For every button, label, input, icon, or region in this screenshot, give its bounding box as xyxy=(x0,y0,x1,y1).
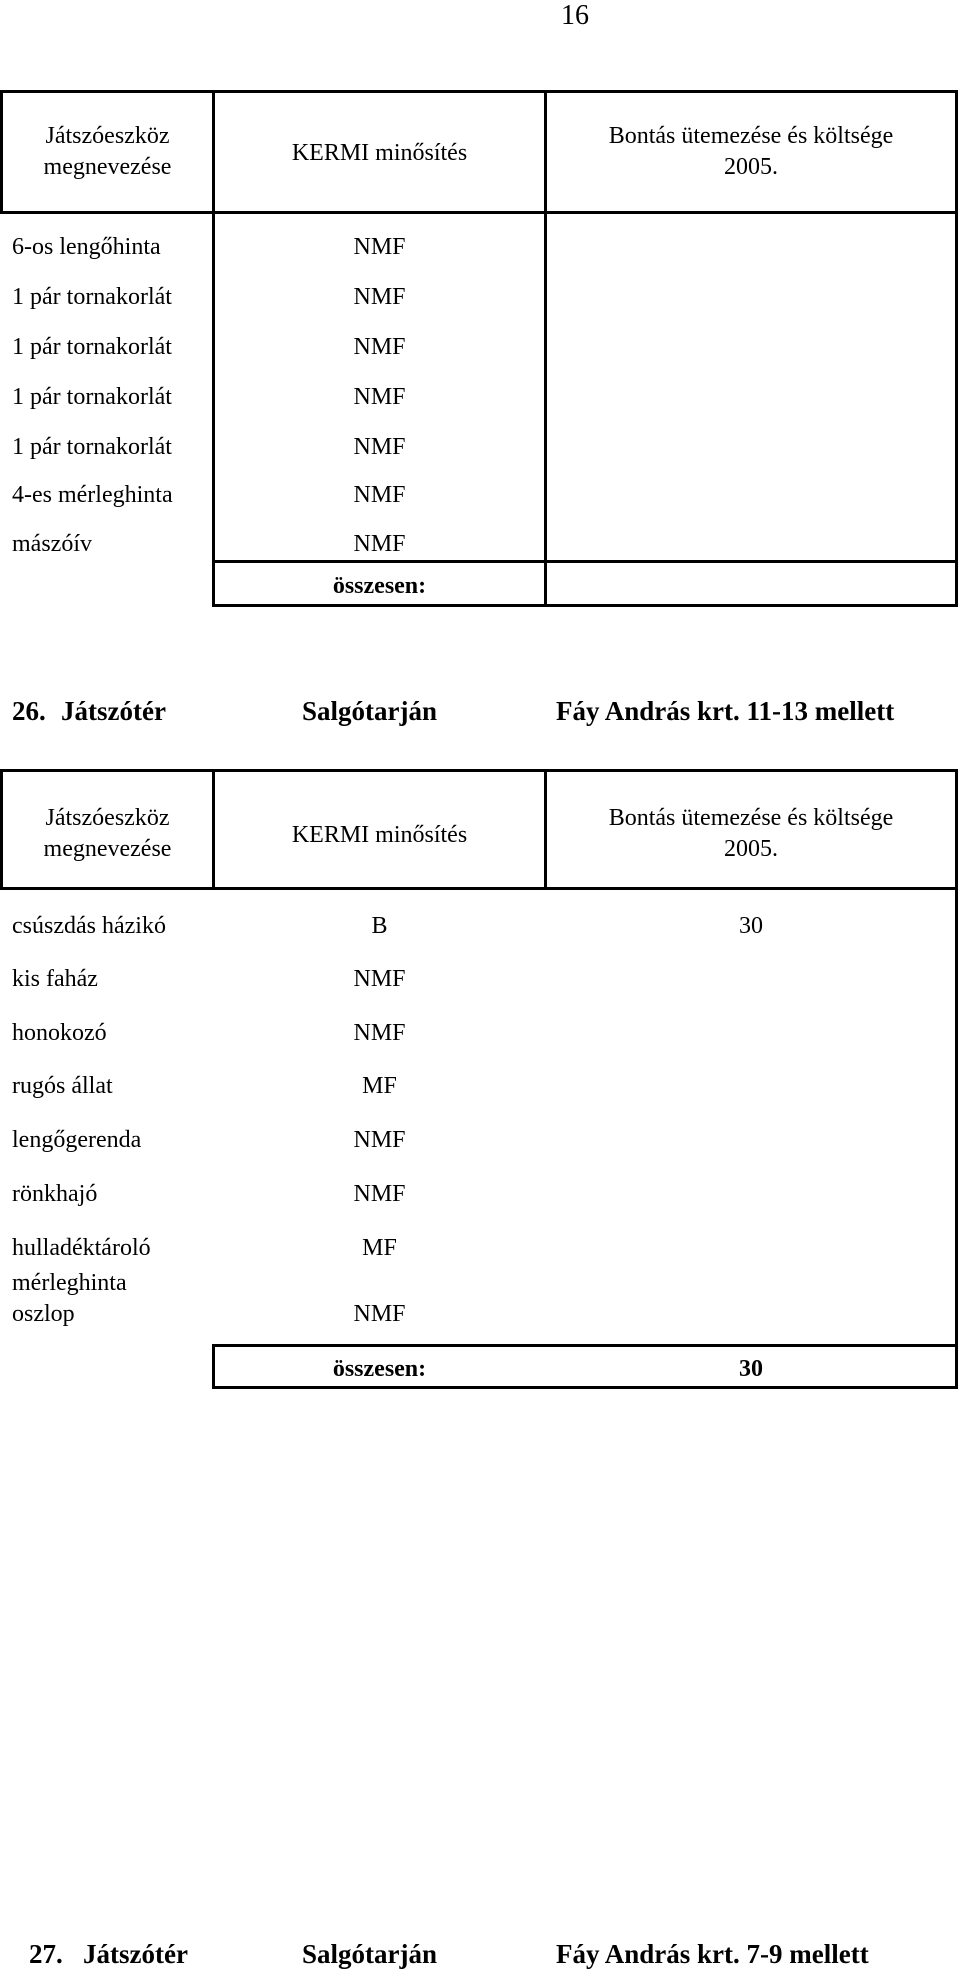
table-row-name: hulladéktároló xyxy=(12,1235,151,1261)
table-row-rating: NMF xyxy=(353,384,406,410)
table-row-rating: NMF xyxy=(353,234,406,260)
table-1-bottom-border xyxy=(212,604,958,607)
table-row-rating: MF xyxy=(362,1235,397,1261)
table-row-name: 4-es mérleghinta xyxy=(12,482,173,508)
table-2-header-name: Játszóeszköz megnevezése xyxy=(43,805,172,862)
table-2-header-bottom-border xyxy=(0,887,958,890)
table-row-name: 1 pár tornakorlát xyxy=(12,434,172,460)
table-2-right-border xyxy=(955,769,958,1389)
table-row-rating: NMF xyxy=(353,1127,406,1153)
table-row-name: lengőgerenda xyxy=(12,1127,142,1153)
table-row-name: kis faház xyxy=(12,966,98,992)
table-row-rating: NMF xyxy=(353,531,406,557)
table-2-header-cost: Bontás ütemezése és költsége 2005. xyxy=(608,805,894,862)
table-2-top-border xyxy=(0,769,958,772)
table-row-name: rönkhajó xyxy=(12,1181,98,1207)
table-row-rating: NMF xyxy=(353,1301,406,1327)
table-1-header-bottom-border xyxy=(0,211,958,214)
table-row-rating: B xyxy=(371,913,388,939)
table-row-rating: NMF xyxy=(353,482,406,508)
table-2-total-label: összesen: xyxy=(332,1356,427,1382)
table-1-top-border xyxy=(0,90,958,93)
table-row-rating: NMF xyxy=(353,966,406,992)
section-26-city: Salgótarján xyxy=(302,696,437,726)
table-row-name: 1 pár tornakorlát xyxy=(12,284,172,310)
table-row-name: mászóív xyxy=(12,531,92,557)
table-1-right-border xyxy=(955,90,958,607)
table-row-name: 1 pár tornakorlát xyxy=(12,384,172,410)
table-row-rating: NMF xyxy=(353,334,406,360)
table-row-name: 1 pár tornakorlát xyxy=(12,334,172,360)
section-27-city: Salgótarján xyxy=(302,1939,437,1969)
section-26-title: Játszótér xyxy=(61,696,166,726)
section-27-address: Fáy András krt. 7-9 mellett xyxy=(556,1939,869,1969)
table-row-name: rugós állat xyxy=(12,1073,113,1099)
page-number: 16 xyxy=(561,0,589,31)
table-2-total-top-border xyxy=(212,1344,958,1347)
table-1-total-label: összesen: xyxy=(332,573,427,599)
table-row-rating: MF xyxy=(362,1073,397,1099)
table-1-header-cost: Bontás ütemezése és költsége 2005. xyxy=(608,123,894,180)
table-row-rating: NMF xyxy=(353,1020,406,1046)
table-row-rating: NMF xyxy=(353,1181,406,1207)
table-row-name: honokozó xyxy=(12,1020,107,1046)
table-2-total-value: 30 xyxy=(739,1356,763,1382)
table-row-rating: NMF xyxy=(353,434,406,460)
section-27-number: 27. xyxy=(29,1939,63,1969)
table-1-header-rating: KERMI minősítés xyxy=(291,140,468,166)
section-26-number: 26. xyxy=(12,696,46,726)
table-1-total-top-border xyxy=(212,560,958,563)
table-2-header-rating: KERMI minősítés xyxy=(291,822,468,848)
table-row-name: mérleghinta oszlop xyxy=(12,1270,127,1327)
table-1-header-name: Játszóeszköz megnevezése xyxy=(43,123,172,180)
table-row-rating: NMF xyxy=(353,284,406,310)
table-row-cost: 30 xyxy=(739,913,763,939)
table-row-name: 6-os lengőhinta xyxy=(12,234,161,260)
section-27-title: Játszótér xyxy=(83,1939,188,1969)
table-row-name: csúszdás házikó xyxy=(12,913,166,939)
table-2-bottom-border xyxy=(212,1386,958,1389)
section-26-address: Fáy András krt. 11-13 mellett xyxy=(556,696,895,726)
